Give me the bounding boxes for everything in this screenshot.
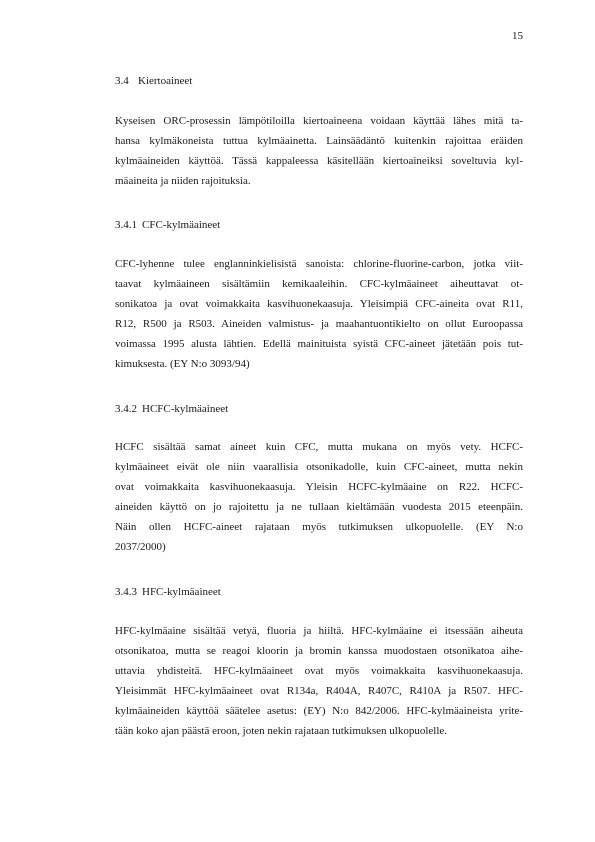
paragraph-line: R12, R500 ja R503. Aineiden valmistus- ja maahantuontikielto on ollut Euroopassa (115, 318, 523, 330)
section-number: 3.4 (115, 75, 129, 87)
paragraph-line: kylmäaineiden käyttöä. Tässä kappaleessa käsitellään kiertoaineiksi soveltuvia kyl- (115, 155, 523, 167)
paragraph-line: tään koko ajan päästä eroon, joten nekin rajataan tutkimuksen ulkopuolelle. (115, 725, 448, 737)
page-number: 15 (512, 30, 523, 42)
subsection-heading-hcfc (115, 403, 228, 415)
paragraph-line: kimuksesta. (EY N:o 3093/94) (115, 358, 250, 370)
paragraph-line: Näin ollen HCFC-aineet rajataan myös tutkimuksen ulkopuolelle. (EY N:o (115, 521, 523, 533)
paragraph-line: Yleisimmät HFC-kylmäaineet ovat R134a, R404A, R407C, R410A ja R507. HFC- (115, 685, 523, 697)
section-heading (115, 75, 192, 87)
paragraph-line: hansa kylmäkoneista tuttua kylmäainetta. Lainsäädäntö kuitenkin rajoittaa eräiden (115, 135, 523, 147)
paragraph-line: kylmäaineet eivät ole niin vaarallisia otsonikadolle, kuin CFC-aineet, mutta nekin (115, 461, 523, 473)
subsection-title: HFC-kylmäaineet (142, 586, 221, 598)
section-intro-paragraph (115, 111, 523, 191)
paragraph-line: uttavia yhdisteitä. HFC-kylmäaineet ovat myös voimakkaita kasvihuonekaasuja. (115, 665, 523, 677)
paragraph-line: ovat voimakkaita kasvihuonekaasuja. Yleisin HCFC-kylmäaine on R22. HCFC- (115, 481, 523, 493)
paragraph-line: otsonikatoa, mutta se reagoi kloorin ja bromin kanssa muodostaen otsonikatoa aihe- (115, 645, 523, 657)
paragraph-line: aineiden käyttö on jo rajoitettu ja ne tullaan kieltämään vuodesta 2015 eteenpäin. (115, 501, 523, 513)
paragraph-line: kylmäaineiden käyttöä säätelee asetus: (EY) N:o 842/2006. HFC-kylmäaineista yrite- (115, 705, 523, 717)
paragraph-line: taavat kylmäaineen sisältämiin kemikaaleihin. CFC-kylmäaineet aiheuttavat ot- (115, 278, 523, 290)
subsection-heading-hfc (115, 586, 221, 598)
paragraph-line: CFC-lyhenne tulee englanninkielisistä sanoista: chlorine-fluorine-carbon, jotka viit- (115, 258, 523, 270)
subsection-title: CFC-kylmäaineet (142, 219, 221, 231)
paragraph-line: mäaineita ja niiden rajoituksia. (115, 175, 251, 187)
paragraph-line: sonikatoa ja ovat voimakkaita kasvihuonekaasuja. Yleisimpiä CFC-aineita ovat R11, (115, 298, 523, 310)
paragraph-line: Kyseisen ORC-prosessin lämpötiloilla kiertoaineena voidaan käyttää lähes mitä ta- (115, 115, 523, 127)
hcfc-paragraph (115, 437, 523, 557)
subsection-title: HCFC-kylmäaineet (142, 403, 229, 415)
subsection-number: 3.4.3 (115, 586, 137, 598)
section-title: Kiertoaineet (138, 75, 193, 87)
subsection-heading-cfc (115, 219, 220, 231)
subsection-number: 3.4.2 (115, 403, 137, 415)
cfc-paragraph (115, 254, 523, 374)
paragraph-line: HFC-kylmäaine sisältää vetyä, fluoria ja hiiltä. HFC-kylmäaine ei itsessään aiheuta (115, 625, 523, 637)
subsection-number: 3.4.1 (115, 219, 137, 231)
paragraph-line: HCFC sisältää samat aineet kuin CFC, mutta mukana on myös vety. HCFC- (115, 441, 523, 453)
hfc-paragraph (115, 621, 523, 741)
paragraph-line: 2037/2000) (115, 541, 166, 553)
paragraph-line: voimassa 1995 alusta lähtien. Edellä mainituista syistä CFC-aineet jätetään pois tut- (115, 338, 523, 350)
